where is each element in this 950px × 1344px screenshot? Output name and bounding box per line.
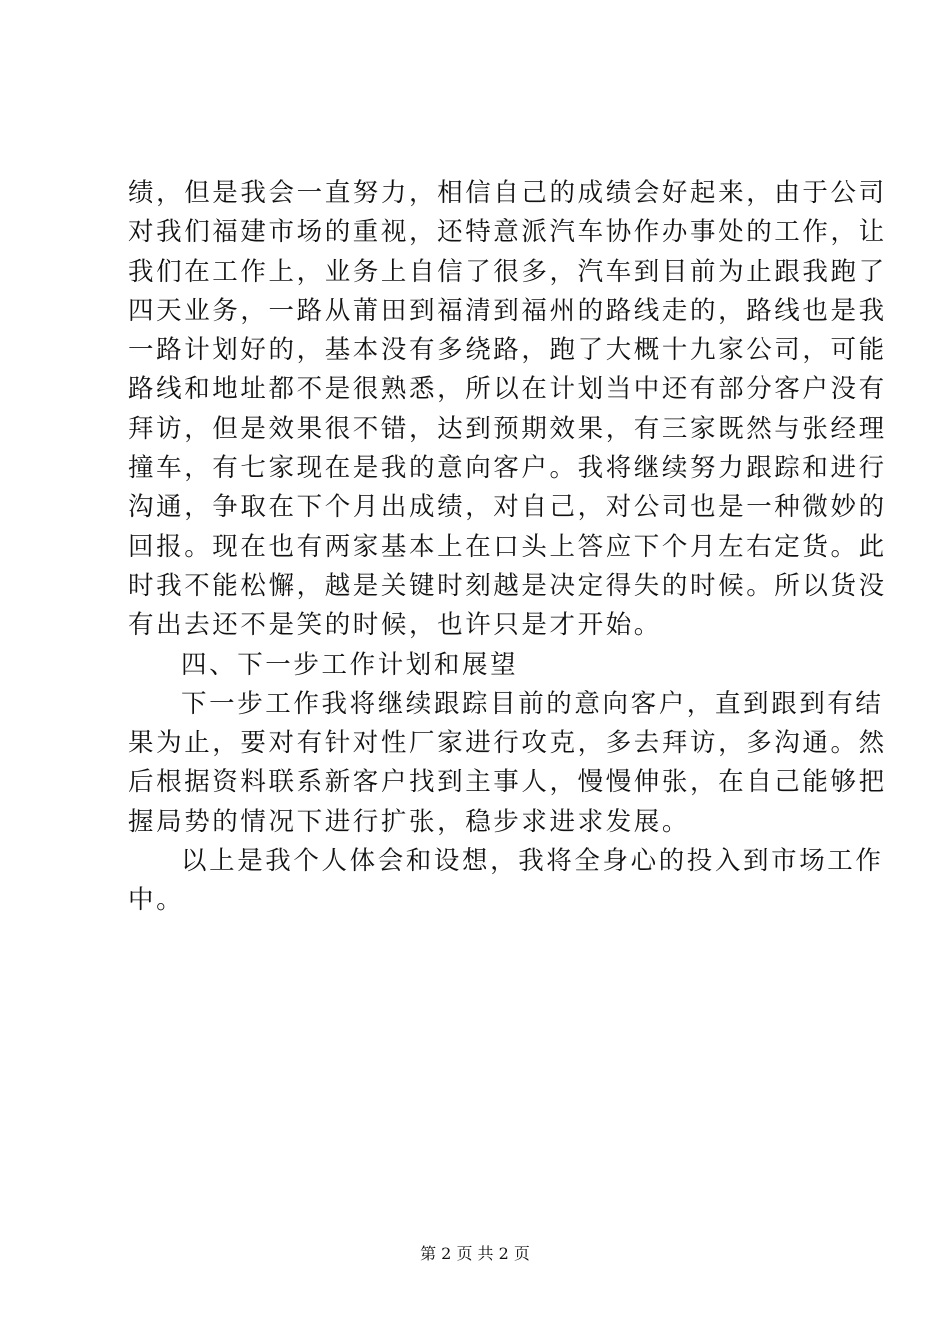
document-body	[128, 174, 887, 921]
text-line: 四天业务，一路从莆田到福清到福州的路线走的，路线也是我	[128, 295, 887, 326]
text-line: 对我们福建市场的重视，还特意派汽车协作办事处的工作，让	[128, 217, 887, 248]
page-footer: 第 2 页 共 2 页	[420, 1244, 530, 1263]
text-line: 时我不能松懈，越是关键时刻越是决定得失的时候。所以货没	[128, 570, 887, 601]
text-line: 回报。现在也有两家基本上在口头上答应下个月左右定货。此	[128, 531, 887, 562]
text-line: 有出去还不是笑的时候，也许只是才开始。	[128, 610, 662, 641]
text-line: 一路计划好的，基本没有多绕路，跑了大概十九家公司，可能	[128, 335, 887, 366]
text-line: 以上是我个人体会和设想，我将全身心的投入到市场工作	[181, 846, 884, 877]
text-line: 拜访，但是效果很不错，达到预期效果，有三家既然与张经理	[128, 413, 887, 444]
text-line: 中。	[128, 885, 185, 916]
text-line: 握局势的情况下进行扩张，稳步求进求发展。	[128, 806, 691, 837]
text-line: 下一步工作我将继续跟踪目前的意向客户，直到跟到有结	[181, 688, 884, 719]
section-heading: 四、下一步工作计划和展望	[181, 649, 519, 680]
text-line: 沟通，争取在下个月出成绩，对自己，对公司也是一种微妙的	[128, 492, 887, 523]
text-line: 后根据资料联系新客户找到主事人，慢慢伸张，在自己能够把	[128, 767, 887, 798]
text-line: 我们在工作上，业务上自信了很多，汽车到目前为止跟我跑了	[128, 256, 887, 287]
text-line: 撞车，有七家现在是我的意向客户。我将继续努力跟踪和进行	[128, 453, 887, 484]
text-line: 绩，但是我会一直努力，相信自己的成绩会好起来，由于公司	[128, 178, 887, 208]
text-line: 路线和地址都不是很熟悉，所以在计划当中还有部分客户没有	[128, 374, 887, 405]
text-line: 果为止，要对有针对性厂家进行攻克，多去拜访，多沟通。然	[128, 728, 887, 759]
